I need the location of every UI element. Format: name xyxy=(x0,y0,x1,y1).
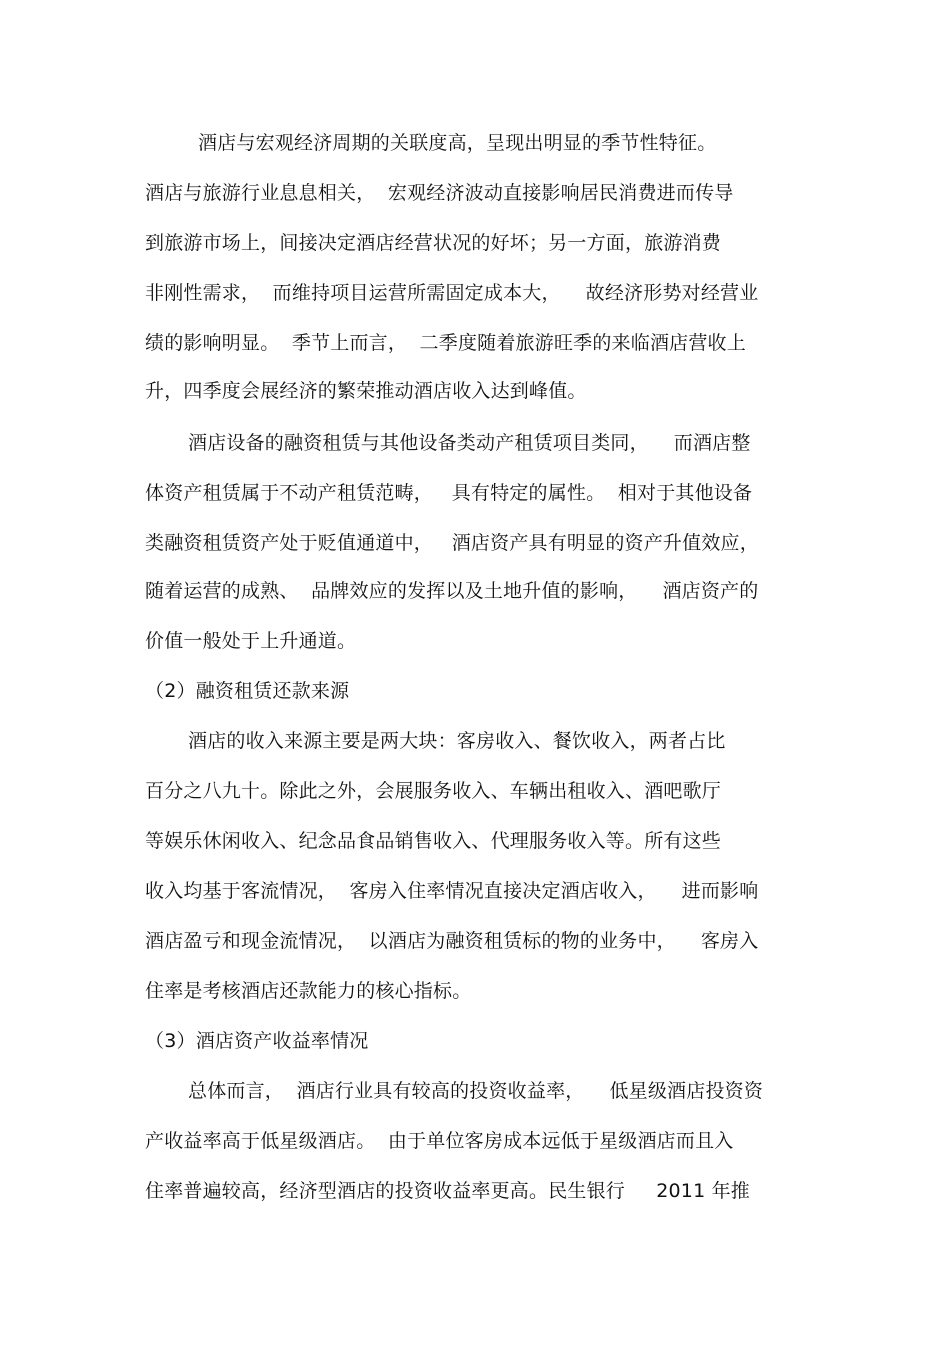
text-line: 收入均基于客流情况， 客房入住率情况直接决定酒店收入， 进而影响 xyxy=(145,880,759,902)
text-line: 绩的影响明显。 季节上而言， 二季度随着旅游旺季的来临酒店营收上 xyxy=(145,332,746,354)
text-line: 升，四季度会展经济的繁荣推动酒店收入达到峰值。 xyxy=(145,380,587,402)
text-line: 类融资租赁资产处于贬值通道中， 酒店资产具有明显的资产升值效应， xyxy=(145,532,759,554)
text-line: 产收益率高于低星级酒店。 由于单位客房成本远低于星级酒店而且入 xyxy=(145,1130,734,1152)
section-heading: （3）酒店资产收益率情况 xyxy=(145,1030,369,1052)
text-line: 酒店盈亏和现金流情况， 以酒店为融资租赁标的物的业务中， 客房入 xyxy=(145,930,759,952)
text-line: 住率普遍较高，经济型酒店的投资收益率更高。民生银行 2011 年推 xyxy=(145,1180,750,1202)
text-line: 酒店与宏观经济周期的关联度高，呈现出明显的季节性特征。 xyxy=(198,132,717,154)
section-heading: （2）融资租赁还款来源 xyxy=(145,680,350,702)
text-line: 酒店与旅游行业息息相关， 宏观经济波动直接影响居民消费进而传导 xyxy=(145,182,734,204)
text-line: 酒店的收入来源主要是两大块：客房收入、餐饮收入，两者占比 xyxy=(188,730,726,752)
text-line: 非刚性需求， 而维持项目运营所需固定成本大， 故经济形势对经营业 xyxy=(145,282,759,304)
text-line: 等娱乐休闲收入、纪念品食品销售收入、代理服务收入等。所有这些 xyxy=(145,830,722,852)
text-line: 住率是考核酒店还款能力的核心指标。 xyxy=(145,980,472,1002)
text-line: 体资产租赁属于不动产租赁范畴， 具有特定的属性。 相对于其他设备 xyxy=(145,482,753,504)
text-line: 总体而言， 酒店行业具有较高的投资收益率， 低星级酒店投资资 xyxy=(188,1080,764,1102)
text-line: 百分之八九十。除此之外，会展服务收入、车辆出租收入、酒吧歌厅 xyxy=(145,780,722,802)
text-line: 随着运营的成熟、 品牌效应的发挥以及土地升值的影响， 酒店资产的 xyxy=(145,580,759,602)
text-line: 酒店设备的融资租赁与其他设备类动产租赁项目类同， 而酒店整 xyxy=(188,432,751,454)
text-line: 到旅游市场上，间接决定酒店经营状况的好坏；另一方面，旅游消费 xyxy=(145,232,722,254)
text-line: 价值一般处于上升通道。 xyxy=(145,630,357,652)
